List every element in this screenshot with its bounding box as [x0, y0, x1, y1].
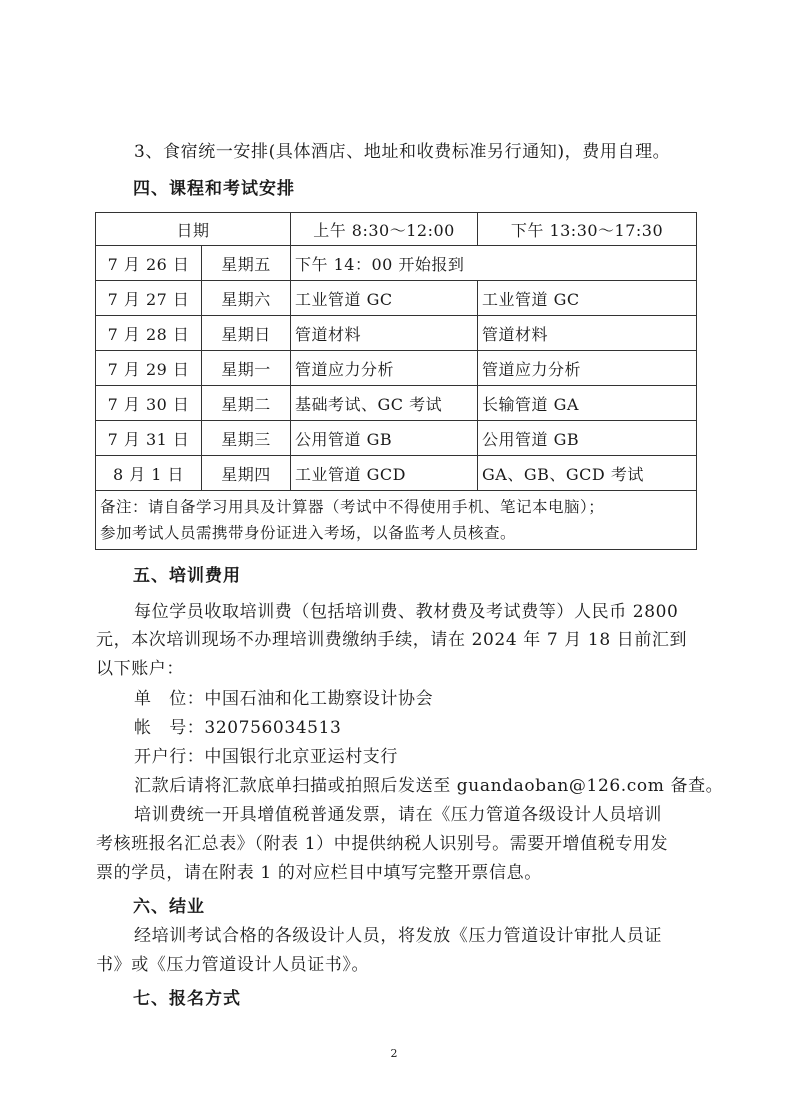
schedule-header-row	[96, 213, 697, 246]
row-afternoon: GA、GB、GCD 考试	[478, 456, 697, 491]
table-row	[96, 316, 697, 351]
row-morning: 管道材料	[291, 316, 478, 351]
row-morning: 下午 14：00 开始报到	[291, 246, 697, 281]
table-row	[96, 456, 697, 491]
intro-item-3: 3、食宿统一安排(具体酒店、地址和收费标准另行通知)，费用自理。	[134, 142, 671, 162]
account-number-label: 帐 号：	[134, 718, 205, 738]
account-bank-value: 中国银行北京亚运村支行	[204, 747, 399, 767]
row-weekday: 星期一	[202, 351, 291, 386]
section-5-p3-line-1: 培训费统一开具增值税普通发票，请在《压力管道各级设计人员培训	[134, 805, 662, 825]
account-bank	[134, 746, 398, 768]
section-4-title: 四、课程和考试安排	[133, 179, 295, 199]
table-note-row	[96, 491, 697, 550]
table-row	[96, 351, 697, 386]
row-date: 8 月 1 日	[96, 456, 202, 491]
row-weekday: 星期三	[202, 421, 291, 456]
row-morning: 管道应力分析	[291, 351, 478, 386]
row-morning: 公用管道 GB	[291, 421, 478, 456]
row-afternoon: 公用管道 GB	[478, 421, 697, 456]
row-date: 7 月 28 日	[96, 316, 202, 351]
row-date: 7 月 26 日	[96, 246, 202, 281]
account-unit-value: 中国石油和化工勘察设计协会	[204, 689, 434, 709]
header-afternoon: 下午 13:30～17:30	[478, 213, 697, 246]
schedule-table	[95, 212, 697, 550]
row-morning: 工业管道 GC	[291, 281, 478, 316]
table-note-line-2: 参加考试人员需携带身份证进入考场，以备监考人员核查。	[100, 524, 517, 542]
row-weekday: 星期二	[202, 386, 291, 421]
account-unit-label: 单 位：	[134, 689, 205, 709]
row-weekday: 星期五	[202, 246, 291, 281]
account-bank-label: 开户行：	[134, 747, 205, 767]
row-morning: 基础考试、GC 考试	[291, 386, 478, 421]
row-date: 7 月 27 日	[96, 281, 202, 316]
section-6-title: 六、结业	[133, 897, 205, 917]
section-5-p1-line-3: 以下账户：	[96, 659, 184, 679]
section-5-p3-line-2: 考核班报名汇总表》（附表 1）中提供纳税人识别号。需要开增值税专用发	[96, 834, 669, 854]
row-date: 7 月 29 日	[96, 351, 202, 386]
table-row	[96, 246, 697, 281]
account-unit	[134, 688, 433, 710]
section-7-title: 七、报名方式	[133, 989, 241, 1009]
table-row	[96, 421, 697, 456]
header-date: 日期	[96, 213, 291, 246]
section-5-p1-line-1: 每位学员收取培训费（包括培训费、教材费及考试费等）人民币 2800	[134, 602, 679, 622]
row-date: 7 月 30 日	[96, 386, 202, 421]
section-6-p1-line-2: 书》或《压力管道设计人员证书》。	[96, 955, 370, 975]
section-5-p2: 汇款后请将汇款底单扫描或拍照后发送至 guandaoban@126.com 备查。	[134, 776, 724, 796]
section-5-title: 五、培训费用	[133, 566, 241, 586]
section-6-p1-line-1: 经培训考试合格的各级设计人员，将发放《压力管道设计审批人员证	[134, 926, 662, 946]
row-date: 7 月 31 日	[96, 421, 202, 456]
table-row	[96, 281, 697, 316]
table-row	[96, 386, 697, 421]
row-afternoon: 管道材料	[478, 316, 697, 351]
row-afternoon: 管道应力分析	[478, 351, 697, 386]
row-weekday: 星期日	[202, 316, 291, 351]
table-note-line-1: 备注：请自备学习用具及计算器（考试中不得使用手机、笔记本电脑）；	[100, 498, 605, 516]
row-morning: 工业管道 GCD	[291, 456, 478, 491]
section-5-p1-line-2: 元，本次培训现场不办理培训费缴纳手续，请在 2024 年 7 月 18 日前汇到	[96, 630, 688, 650]
header-morning: 上午 8:30～12:00	[291, 213, 478, 246]
account-number-value: 320756034513	[204, 718, 342, 738]
row-weekday: 星期六	[202, 281, 291, 316]
row-weekday: 星期四	[202, 456, 291, 491]
row-afternoon: 长输管道 GA	[478, 386, 697, 421]
section-5-p3-line-3: 票的学员，请在附表 1 的对应栏目中填写完整开票信息。	[96, 863, 542, 883]
table-note	[96, 491, 697, 550]
row-afternoon: 工业管道 GC	[478, 281, 697, 316]
page-number: 2	[390, 1047, 398, 1060]
account-number	[134, 717, 341, 739]
